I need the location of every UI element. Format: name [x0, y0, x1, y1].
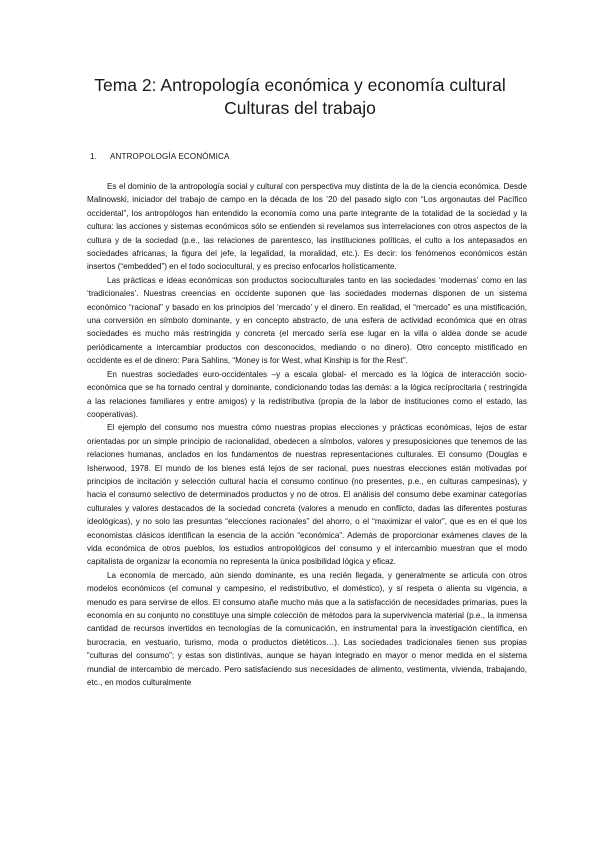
- paragraph: Las prácticas e ideas económicas son productos socioculturales tanto en las sociedades ‘modernas’ como en las ‘tradicionales’. Nuestras creencias en occidente suponen que las sociedades modernas disponen de un sistema económico “racional” y basado en los principios del ‘mercado’ y el dinero. En realidad, el “mercado” es una mistificación, una conversión en símbolo dominante, y en concepto abstracto, de una esfera de actividad económica que en otras sociedades es mucho más restringida y concreta (el mercado sería ese lugar en la villa o aldea donde se acude periódicamente a intercambiar productos con desconocidos, mediando o no dinero). Otro concepto mistificado en occidente es el de dinero: Para Sahlins, “Money is for West, what Kinship is for the Rest”.: [87, 275, 527, 366]
- section-heading: [90, 152, 230, 161]
- paragraph: La economía de mercado, aún siendo dominante, es una recién llegada, y generalmente se articula con otros modelos económicos (el comunal y campesino, el redistributivo, el doméstico), y sí respeta o alienta su vigencia, a menudo es para servirse de ellos. El consumo atañe mucho más que a la satisfacción de necesidades primarias, pues la economía en su conjunto no constituye una simple colección de métodos para la supervivencia material (p.e., la inmensa cantidad de recursos invertidos en tecnologías de la comunicación, en instrumental para la investigación científica, en burocracia, en vestuario, turismo, moda o productos dietéticos…). Las sociedades tradicionales tienen sus propias “culturas del consumo”; y estas son distintivas, aunque se hayan integrado en mayor o menor medida en el sistema mundial de intercambio de mercado. Pero satisfaciendo sus necesidades de alimento, vestimenta, vivienda, trabajando, etc., en modos culturalmente: [87, 570, 527, 688]
- paragraph: En nuestras sociedades euro-occidentales –y a escala global- el mercado es la lógica de interacción socio-económica que se ha tornado central y dominante, condicionando todas las demás: a la lógica recíprocitaria ( restringida a las relaciones familiares y entre amigos) y la redistributiva (propia de la labor de instituciones como el estado, las cooperativas).: [87, 369, 527, 419]
- paragraph: Es el dominio de la antropología social y cultural con perspectiva muy distinta de la de la ciencia económica. Desde Malinowski, iniciador del trabajo de campo en la década de los ’20 del pasado siglo con “Los argonautas del Pacífico occidental”, los antropólogos han entendido la economía como una parte integrante de la totalidad de la sociedad y la cultura: las acciones y sistemas económicos sólo se entienden si revelamos sus interrelaciones con otros aspectos de la cultura y de la sociedad (p.e., las relaciones de parentesco, las instituciones políticas, el culto a los antepasados en sociedades africanas, la figura del jefe, la legalidad, la moralidad, etc.). Es decir: los fenómenos económicos están insertos (“embedded”) en el todo sociocultural, y es preciso enfocarlos holísticamente.: [87, 182, 527, 272]
- paragraph: El ejemplo del consumo nos muestra cómo nuestras propias elecciones y prácticas económicas, lejos de estar orientadas por un simple principio de racionalidad, obedecen a símbolos, valores y presuposiciones que tenemos de las relaciones humanas, anclados en los fundamentos de nuestras representaciones culturales. El consumo (Douglas e Isherwood, 1978. El mundo de los bienes está lejos de ser racional, pues nuestras elecciones están motivadas por principios de incitación y selección cultural hacia el consumo continuo (no presentes, p.e., en culturas campesinas), y hacia el consumo selectivo de determinados productos y no de otros. El análisis del consumo debe examinar categorías culturales y valores destacados de la sociedad concreta (valores a menudo en conflicto, dadas las diferentes posturas ideológicas), y no solo las presuntas “elecciones racionales” del ahorro, o el “maximizar el valor”, que es en el que los economistas clásicos identifican la esencia de la acción “económica”. Además de proporcionar exámenes claves de la vida económica de otros pueblos, los estudios antropológicos del consumo y el intercambio muestran que el modo capitalista de organizar la economía no representa la única posibilidad lógica y eficaz.: [87, 423, 527, 567]
- section-title: ANTROPOLOGÍA ECONÓMICA: [109, 152, 230, 161]
- document-title: Tema 2: Antropología económica y economía cultural Culturas del trabajo: [94, 75, 506, 118]
- section-number: 1.: [90, 152, 98, 161]
- document-body: [87, 180, 527, 689]
